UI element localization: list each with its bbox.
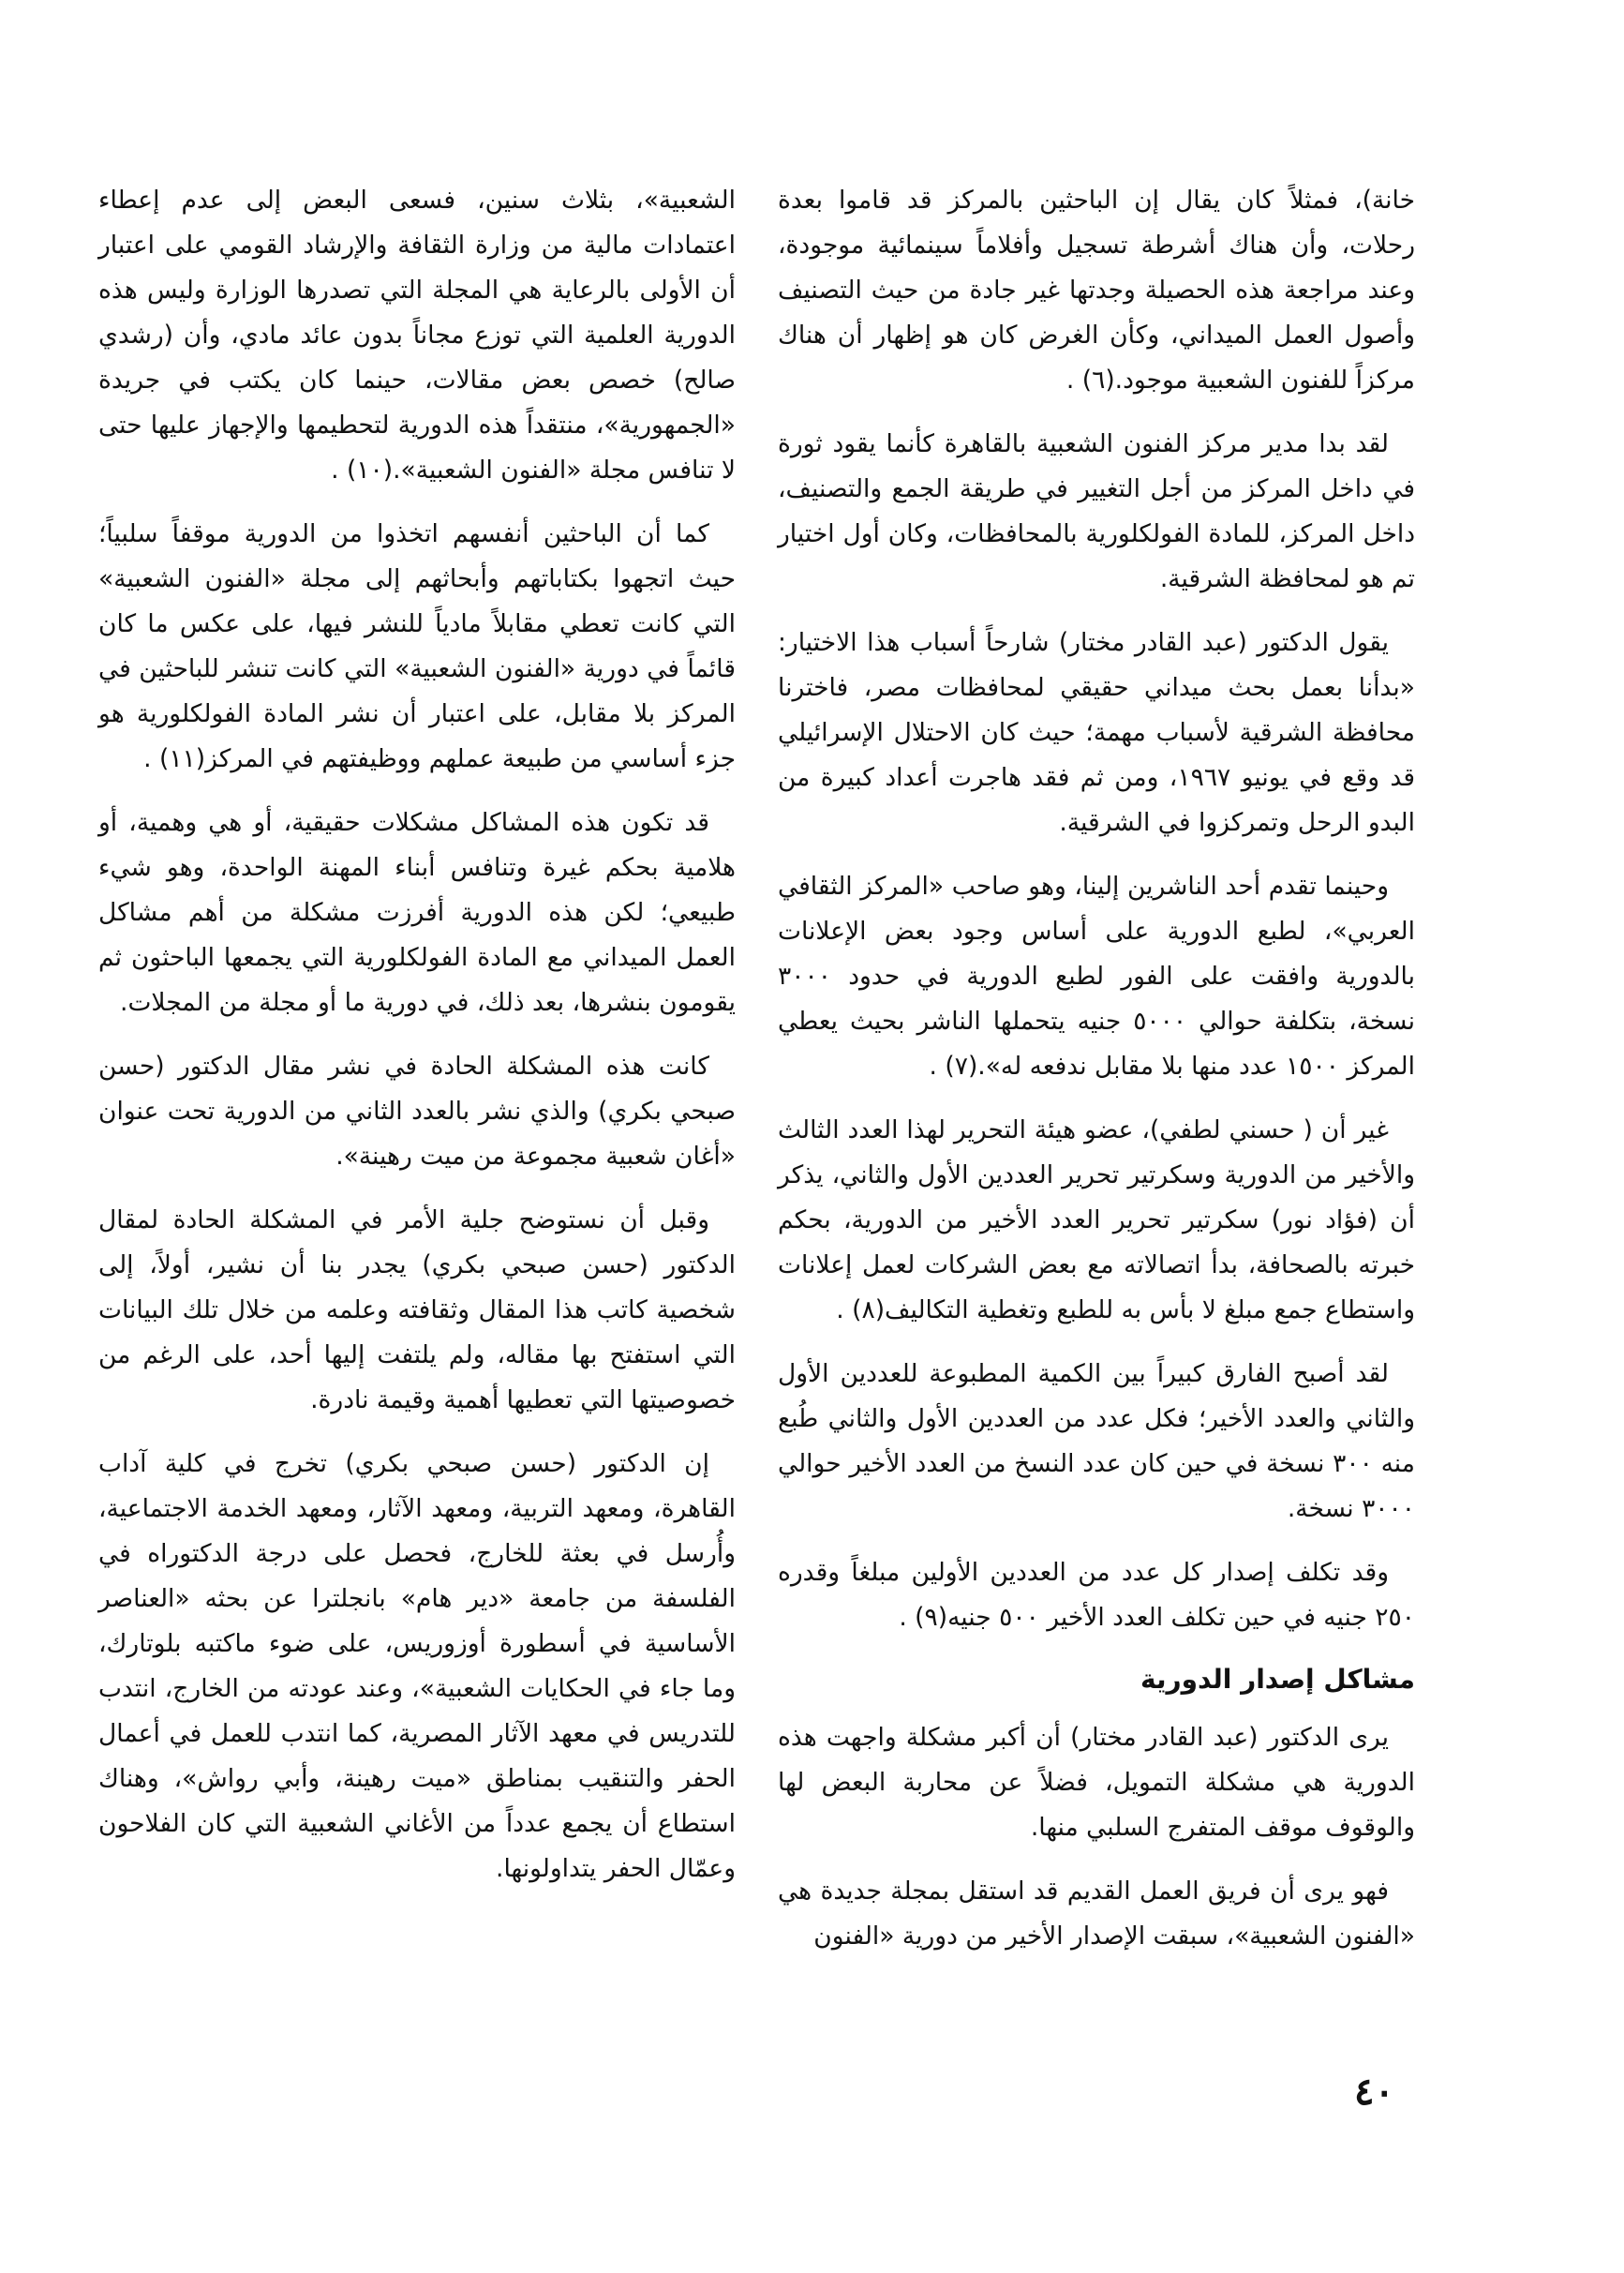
paragraph: الشعبية»، بثلاث سنين، فسعى البعض إلى عدم إعطاء اعتمادات مالية من وزارة الثقافة والإرشاد القومي على اعتبار أن الأولى بالرعاية هي المجلة التي تصدرها الوزارة وليس هذه الدورية العلمية التي توزع مجاناً بدون عائد مادي، وأن (رشدي صالح) خصص بعض مقالات، حينما كان يكتب في جريدة «الجمهورية»، منتقداً هذه الدورية لتحطيمها والإجهاز عليها حتى لا تنافس مجلة «الفنون الشعبية».(١٠) . bbox=[98, 186, 736, 485]
paragraph: وقبل أن نستوضح جلية الأمر في المشكلة الحادة لمقال الدكتور (حسن صبحي بكري) يجدر بنا أن نشير، أولاً، إلى شخصية كاتب هذا المقال وثقافته وعلمه من خلال تلك البيانات التي استفتح بها مقاله، ولم يلتفت إليها أحد، على الرغم من خصوصيتها التي تعطيها أهمية وقيمة نادرة. bbox=[98, 1205, 736, 1414]
paragraph: قد تكون هذه المشاكل مشكلات حقيقية، أو هي وهمية، أو هلامية بحكم غيرة وتنافس أبناء المهنة الواحدة، وهو شيء طبيعي؛ لكن هذه الدورية أفرزت مشكلة من أهم مشاكل العمل الميداني مع المادة الفولكلورية التي يجمعها الباحثون ثم يقومون بنشرها، بعد ذلك، في دورية ما أو مجلة من المجلات. bbox=[98, 808, 736, 1017]
right-column bbox=[778, 178, 1415, 1978]
paragraph: إن الدكتور (حسن صبحي بكري) تخرج في كلية آداب القاهرة، ومعهد التربية، ومعهد الآثار، ومعهد الخدمة الاجتماعية، وأُرسل في بعثة للخارج، فحصل على درجة الدكتوراه في الفلسفة من جامعة «دير هام» بانجلترا عن بحثه «العناصر الأساسية في أسطورة أوزوريس، على ضوء ماكتبه بلوتارك، وما جاء في الحكايات الشعبية»، وعند عودته من الخارج، انتدب للتدريس في معهد الآثار المصرية، كما انتدب للعمل في أعمال الحفر والتنقيب بمناطق «ميت رهينة، وأبي رواش»، وهناك استطاع أن يجمع عدداً من الأغاني الشعبية التي كان الفلاحون وعمّال الحفر يتداولونها. bbox=[98, 1449, 736, 1883]
paragraph: يرى الدكتور (عبد القادر مختار) أن أكبر مشكلة واجهت هذه الدورية هي مشكلة التمويل، فضلاً عن محاربة البعض لها والوقوف موقف المتفرج السلبي منها. bbox=[778, 1723, 1415, 1842]
paragraph: لقد أصبح الفارق كبيراً بين الكمية المطبوعة للعددين الأول والثاني والعدد الأخير؛ فكل عدد من العددين الأول والثاني طُبع منه ٣٠٠ نسخة في حين كان عدد النسخ من العدد الأخير حوالي ٣٠٠٠ نسخة. bbox=[778, 1359, 1415, 1523]
paragraph: يقول الدكتور (عبد القادر مختار) شارحاً أسباب هذا الاختيار: «بدأنا بعمل بحث ميداني حقيقي لمحافظات مصر، فاخترنا محافظة الشرقية لأسباب مهمة؛ حيث كان الاحتلال الإسرائيلي قد وقع في يونيو ١٩٦٧، ومن ثم فقد هاجرت أعداد كبيرة من البدو الرحل وتمركزوا في الشرقية. bbox=[778, 628, 1415, 837]
paragraph: وحينما تقدم أحد الناشرين إلينا، وهو صاحب «المركز الثقافي العربي»، لطبع الدورية على أساس وجود بعض الإعلانات بالدورية وافقت على الفور لطبع الدورية في حدود ٣٠٠٠ نسخة، بتكلفة حوالي ٥٠٠٠ جنيه يتحملها الناشر بحيث يعطي المركز ١٥٠٠ عدد منها بلا مقابل ندفعه له».(٧) . bbox=[778, 872, 1415, 1081]
paragraph: لقد بدا مدير مركز الفنون الشعبية بالقاهرة كأنما يقود ثورة في داخل المركز من أجل التغيير في طريقة الجمع والتصنيف، داخل المركز، للمادة الفولكلورية بالمحافظات، وكان أول اختيار تم هو لمحافظة الشرقية. bbox=[778, 429, 1415, 593]
section-heading: مشاكل إصدار الدورية bbox=[1140, 1664, 1415, 1695]
page-number: ٤٠ bbox=[1354, 2070, 1394, 2114]
paragraph: كانت هذه المشكلة الحادة في نشر مقال الدكتور (حسن صبحي بكري) والذي نشر بالعدد الثاني من الدورية تحت عنوان «أغان شعبية مجموعة من ميت رهينة». bbox=[98, 1052, 736, 1171]
paragraph: كما أن الباحثين أنفسهم اتخذوا من الدورية موقفاً سلبياً؛ حيث اتجهوا بكتاباتهم وأبحاثهم إلى مجلة «الفنون الشعبية» التي كانت تعطي مقابلاً مادياً للنشر فيها، على عكس ما كان قائماً في دورية «الفنون الشعبية» التي كانت تنشر للباحثين في المركز بلا مقابل، على اعتبار أن نشر المادة الفولكلورية هو جزء أساسي من طبيعة عملهم ووظيفتهم في المركز(١١) . bbox=[98, 519, 736, 773]
paragraph: فهو يرى أن فريق العمل القديم قد استقل بمجلة جديدة هي «الفنون الشعبية»، سبقت الإصدار الأخير من دورية «الفنون bbox=[778, 1877, 1415, 1951]
paragraph: خانة)، فمثلاً كان يقال إن الباحثين بالمركز قد قاموا بعدة رحلات، وأن هناك أشرطة تسجيل وأفلاماً سينمائية موجودة، وعند مراجعة هذه الحصيلة وجدتها غير جادة من حيث التصنيف وأصول العمل الميداني، وكأن الغرض كان هو إظهار أن هناك مركزاً للفنون الشعبية موجود.(٦) . bbox=[778, 186, 1415, 395]
left-column bbox=[98, 178, 736, 1910]
paragraph: وقد تكلف إصدار كل عدد من العددين الأولين مبلغاً وقدره ٢٥٠ جنيه في حين تكلف العدد الأخير ٥٠٠ جنيه(٩) . bbox=[778, 1558, 1415, 1632]
paragraph: غير أن ( حسني لطفي)، عضو هيئة التحرير لهذا العدد الثالث والأخير من الدورية وسكرتير تحرير العددين الأول والثاني، يذكر أن (فؤاد نور) سكرتير تحرير العدد الأخير من الدورية، بحكم خبرته بالصحافة، بدأ اتصالاته مع بعض الشركات لعمل إعلانات واستطاع جمع مبلغ لا بأس به للطبع وتغطية التكاليف(٨) . bbox=[778, 1115, 1415, 1324]
